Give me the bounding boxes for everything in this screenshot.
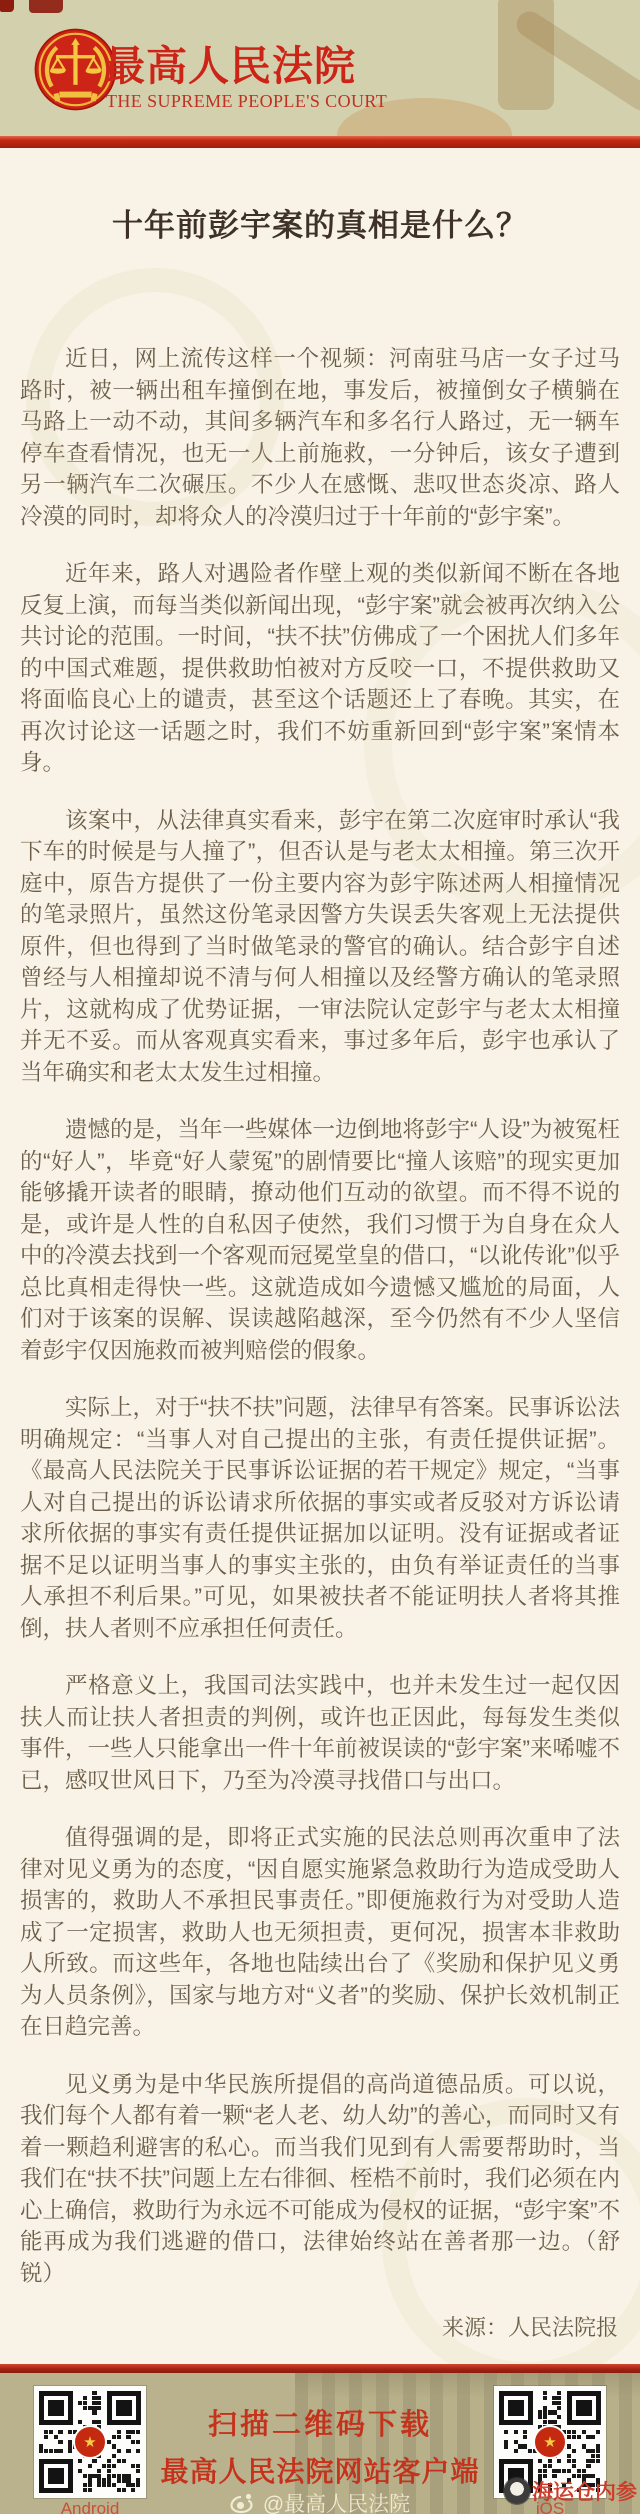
qr-label-android: Android: [60, 2499, 120, 2514]
weibo-icon: [230, 2492, 256, 2514]
weibo-handle: @最高人民法院: [262, 2493, 411, 2514]
download-prompt-line2: 最高人民法院网站客户端: [160, 2456, 480, 2487]
torn-watermark-artifact: [0, 0, 14, 12]
article-paragraph: 值得强调的是，即将正式实施的民法总则再次重申了法律对见义勇为的态度，“因自愿实施紧急救助行为造成受助人损害的，救助人不承担民事责任。”即便施救行为对受助人造成了一定损害，救助人也无须担责，更何况，损害本非救助人所致。而这些年，各地也陆续出台了《奖励和保护见义勇为人员条例》，国家与地方对“义者”的奖励、保护长效机制正在日趋完善。: [20, 1825, 620, 2039]
article-paragraph: 近日，网上流传这样一个视频：河南驻马店一女子过马路时，被一辆出租车撞倒在地，事发后，被撞倒女子横躺在马路上一动不动，其间多辆汽车和多名行人路过，无一辆车停车查看情况，也无一人上前施救，一分钟后，该女子遭到另一辆汽车二次碾压。不少人在感慨、悲叹世态炎凉、路人冷漠的同时，却将众人的冷漠归过于十年前的“彭宇案”。: [20, 346, 620, 529]
org-name-en: THE SUPREME PEOPLE'S COURT: [106, 91, 388, 111]
article-title: 十年前彭宇案的真相是什么？: [112, 208, 528, 243]
qr-code-android: [34, 2386, 146, 2498]
qr-finder: [499, 2391, 533, 2425]
qr-finder: [107, 2391, 141, 2425]
weibo-line: [150, 2488, 490, 2514]
footer: [0, 2364, 640, 2514]
qr-finder: [567, 2391, 601, 2425]
article-paragraph: 见义勇为是中华民族所提倡的高尚道德品质。可以说，我们每个人都有着一颗“老人老、幼人幼”的善心，而同时又有着一颗趋利避害的私心。而当我们见到有人需要帮助时，当我们在“扶不扶”问题上左右徘徊、桎梏不前时，我们必须在内心上确信，救助行为永远不可能成为侵权的证据，“彭宇案”不能再成为我们逃避的借口，法律始终站在善者那一边。（舒锐）: [20, 2071, 620, 2286]
article-body: [0, 148, 640, 2364]
download-prompt-line1: 扫描二维码下载: [207, 2409, 432, 2441]
article-paragraph: 严格意义上，我国司法实践中，也并未发生过一起仅因扶人而让扶人者担责的判例，或许也正因此，每每发生类似事件，一些人只能拿出一件十年前被误读的“彭宇案”来唏嘘不已，感叹世风日下，乃至为冷漠寻找借口与出口。: [20, 1673, 620, 1793]
qr-emblem-icon: ★: [533, 2425, 567, 2459]
article-paragraph: 该案中，从法律真实看来，彭宇在第二次庭审时承认“我下车的时候是与人撞了”，但否认是与老太太相撞。第三次开庭中，原告方提供了一份主要内容为彭宇陈述两人相撞情况的笔录照片，虽然这份笔录因警方失误丢失客观上无法提供原件，但也得到了当时做笔录的警官的确认。结合彭宇自述曾经与人相撞却说不清与何人相撞以及经警方确认的笔录照片，这就构成了优势证据，一审法院认定彭宇与老太太相撞并无不妥。而从客观真实看来，事过多年后，彭宇也承认了当年确实和老太太发生过相撞。: [20, 807, 620, 1085]
source-attribution: 来源：人民法院报: [441, 2315, 618, 2340]
reposter-watermark-text: 海运仓内参: [532, 2481, 637, 2504]
qr-finder: [39, 2459, 73, 2493]
qr-label-ios: iOS: [535, 2499, 565, 2514]
qr-emblem-icon: ★: [73, 2425, 107, 2459]
torn-watermark-artifact: [29, 0, 63, 13]
article-paragraph: 实际上，对于“扶不扶”问题，法律早有答案。民事诉讼法明确规定：“当事人对自己提出的主张，有责任提供证据”。《最高人民法院关于民事诉讼证据的若干规定》规定，“当事人对自己提出的诉讼请求所依据的事实或者反驳对方诉讼请求所依据的事实有责任提供证据加以证明。没有证据或者证据不足以证明当事人的事实主张的，由负有举证责任的当事人承担不利后果。”可见，如果被扶者不能证明扶人者将其推倒，扶人者则不应承担任何责任。: [20, 1395, 620, 1641]
red-divider: [0, 136, 640, 148]
article-paragraph: 遗憾的是，当年一些媒体一边倒地将彭宇“人设”为被冤枉的“好人”，毕竟“好人蒙冤”的剧情要比“撞人该赔”的现实更加能够撬开读者的眼睛，撩动他们互动的欲望。而不得不说的是，或许是人性的自私因子使然，我们习惯于为自身在众人中的冷漠去找到一个客观而冠冕堂皇的借口，“以讹传讹”似乎总比真相走得快一些。这就造成如今遗憾又尴尬的局面，人们对于该案的误解、误读越陷越深，至今仍然有不少人坚信着彭宇仅因施救而被判赔偿的假象。: [20, 1117, 620, 1363]
header: [0, 0, 640, 136]
qr-finder: [39, 2391, 73, 2425]
article-paragraph: 近年来，路人对遇险者作壁上观的类似新闻不断在各地反复上演，而每当类似新闻出现，“彭宇案”就会被再次纳入公共讨论的范围。一时间，“扶不扶”仿佛成了一个困扰人们多年的中国式难题，提供救助怕被对方反咬一口，不提供救助又将面临良心上的谴责，甚至这个话题还上了春晚。其实，在再次讨论这一话题之时，我们不妨重新回到“彭宇案”案情本身。: [20, 561, 620, 775]
org-name-zh: 最高人民法院: [104, 43, 356, 89]
reposter-watermark: [504, 2476, 637, 2506]
reposter-logo-icon: [504, 2478, 530, 2504]
